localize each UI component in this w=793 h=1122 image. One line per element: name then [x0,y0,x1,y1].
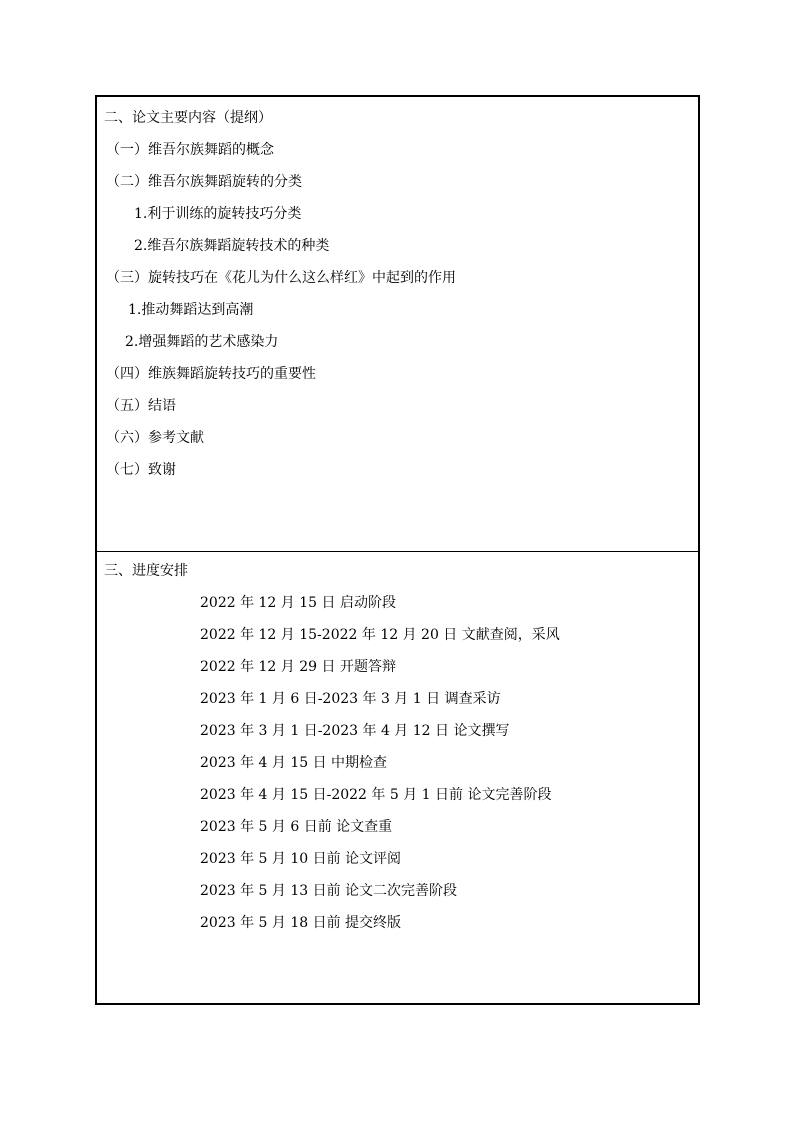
schedule-item-5: 2023 年 3 月 1 日-2023 年 4 月 12 日 论文撰写 [200,723,510,739]
schedule-item-9: 2023 年 5 月 10 日前 论文评阅 [200,851,402,867]
outline-subitem-3-2: 2.增强舞蹈的艺术感染力 [125,334,279,350]
outline-item-1: （一）维吾尔族舞蹈的概念 [106,142,274,158]
schedule-item-7: 2023 年 4 月 15 日-2022 年 5 月 1 日前 论文完善阶段 [200,787,552,803]
schedule-heading: 三、进度安排 [104,563,188,579]
outline-subitem-3-1: 1.推动舞蹈达到高潮 [128,302,254,318]
outline-item-5: （五）结语 [106,398,176,414]
outline-item-2: （二）维吾尔族舞蹈旋转的分类 [106,174,302,190]
schedule-item-4: 2023 年 1 月 6 日-2023 年 3 月 1 日 调查采访 [200,691,501,707]
outline-subitem-2-2: 2.维吾尔族舞蹈旋转技术的种类 [134,238,330,254]
schedule-item-6: 2023 年 4 月 15 日 中期检查 [200,755,388,771]
outline-heading: 二、论文主要内容（提纲） [104,110,272,126]
outline-item-3: （三）旋转技巧在《花儿为什么这么样红》中起到的作用 [106,270,456,286]
outline-item-6: （六）参考文献 [106,430,204,446]
outline-item-4: （四）维族舞蹈旋转技巧的重要性 [106,366,316,382]
schedule-item-8: 2023 年 5 月 6 日前 论文查重 [200,819,393,835]
schedule-section [97,552,698,1003]
schedule-item-3: 2022 年 12 月 29 日 开题答辩 [200,659,396,675]
form-table [95,95,700,1005]
schedule-item-11: 2023 年 5 月 18 日前 提交终版 [200,915,402,931]
outline-subitem-2-1: 1.利于训练的旋转技巧分类 [134,206,302,222]
outline-section [97,97,698,552]
schedule-item-1: 2022 年 12 月 15 日 启动阶段 [200,595,396,611]
schedule-item-2: 2022 年 12 月 15-2022 年 12 月 20 日 文献查阅，采风 [200,627,560,643]
schedule-item-10: 2023 年 5 月 13 日前 论文二次完善阶段 [200,883,458,899]
outline-item-7: （七）致谢 [106,462,176,478]
